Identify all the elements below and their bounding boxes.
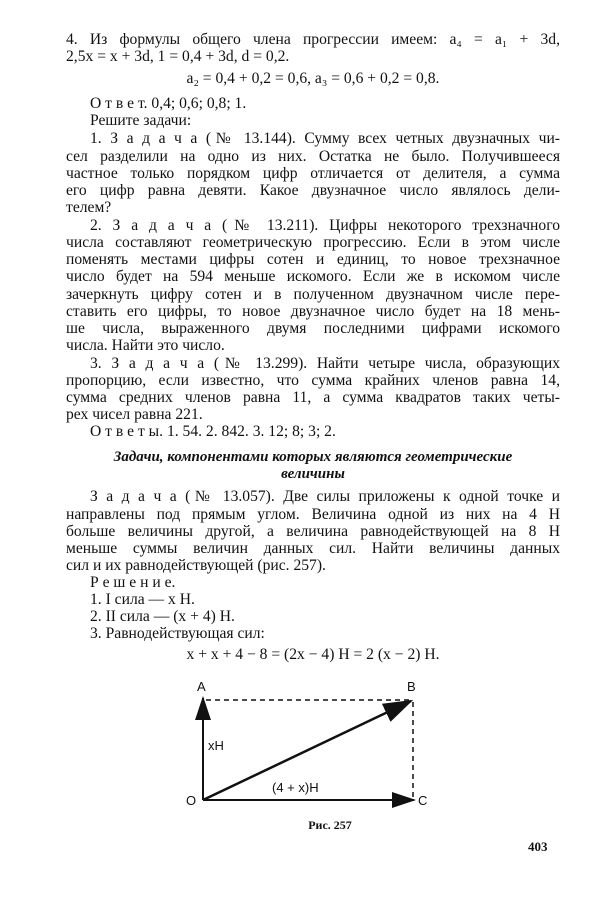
text-line: ставить его цифры, то новое двузначное число будет на 18 мень- [66, 303, 560, 320]
text-line: сумма средних членов равна 11, а сумма квадратов таких четы- [66, 389, 560, 406]
text-line: меньше суммы величин данных сил. Найти величины данных [66, 540, 560, 557]
text-line: числа составляют геометрическую прогрессию. Если в этом числе [66, 234, 560, 251]
text-line: рех чисел равна 221. [66, 406, 203, 423]
text-line: сил и их равнодействующей (рис. 257). [66, 557, 326, 574]
text-line: частное только порядком цифр отличается от делителя, а сумма [66, 165, 560, 182]
section-heading-line: 3. З а д а ч а (№ 13.299). Найти четыре числа, образующих [90, 355, 560, 372]
section-heading-line: Р е ш е н и е. [90, 574, 176, 591]
text-line: x + x + 4 − 8 = (2x − 4) Н = 2 (x − 2) Н. [186, 646, 440, 663]
point-a-label: A [197, 679, 206, 694]
text-line: его цифр равна девяти. Какое двузначное число являлось дели- [66, 182, 560, 199]
section-heading-line: О т в е т. 0,4; 0,6; 0,8; 1. [90, 95, 247, 112]
text-line: 4. Из формулы общего члена прогрессии имеем: a₄ = a₁ + 3d, [66, 31, 560, 48]
figure-caption: Рис. 257 [308, 818, 352, 832]
text-line: a₂ = 0,4 + 0,2 = 0,6, a₃ = 0,6 + 0,2 = 0,8. [186, 70, 440, 87]
section-heading-line: 3. Равнодействующая сил: [90, 625, 265, 642]
horizontal-force-label: (4 + x)H [272, 780, 319, 795]
section-heading-line: 2. З а д а ч а (№ 13.211). Цифры некоторого трехзначного [90, 217, 560, 234]
text-line: ше числа, выраженного двумя последними цифрами искомого [66, 320, 560, 337]
point-o-label: O [186, 793, 197, 808]
text-line: зачеркнуть цифру сотен и в полученном двузначном числе пере- [66, 286, 560, 303]
text-line: больше величины другой, а величина равнодействующей на 8 Н [66, 523, 560, 540]
text-line: сел разделили на одно из них. Остатка не было. Получившееся [66, 148, 560, 165]
section-heading-line: Задачи, компонентами которых являются геометрические [113, 449, 513, 465]
text-line: 2,5x = x + 3d, 1 = 0,4 + 3d, d = 0,2. [66, 48, 290, 65]
text-line: направлены под прямым углом. Величина одной из них на 4 Н [66, 506, 560, 523]
section-heading-line: Решите задачи: [90, 112, 192, 129]
point-b-label: B [407, 679, 416, 694]
text-line: пропорцию, если известно, что сумма крайних членов равна 14, [66, 372, 560, 389]
section-heading-line: 2. II сила — (x + 4) Н. [90, 608, 235, 625]
text-line: поменять местами цифры сотен и единиц, то новое трехзначное [66, 251, 560, 268]
section-heading-line: О т в е т ы. 1. 54. 2. 842. 3. 12; 8; 3; 2. [90, 423, 336, 440]
section-heading-line: З а д а ч а (№ 13.057). Две силы приложены к одной точке и [90, 488, 560, 505]
text-line: телем? [66, 199, 112, 216]
text-line: числа. Найти это число. [66, 337, 225, 354]
section-heading-line: 1. З а д а ч а (№ 13.144). Сумму всех четных двузначных чи- [90, 130, 560, 147]
text-line: число будет на 594 меньше искомого. Если же в искомом числе [66, 268, 560, 285]
section-heading-line: 1. I сила — x Н. [90, 591, 195, 608]
point-c-label: C [418, 793, 428, 808]
section-heading-line: величины [281, 466, 345, 482]
vertical-force-label: xH [208, 738, 224, 753]
page-number: 403 [528, 839, 548, 854]
